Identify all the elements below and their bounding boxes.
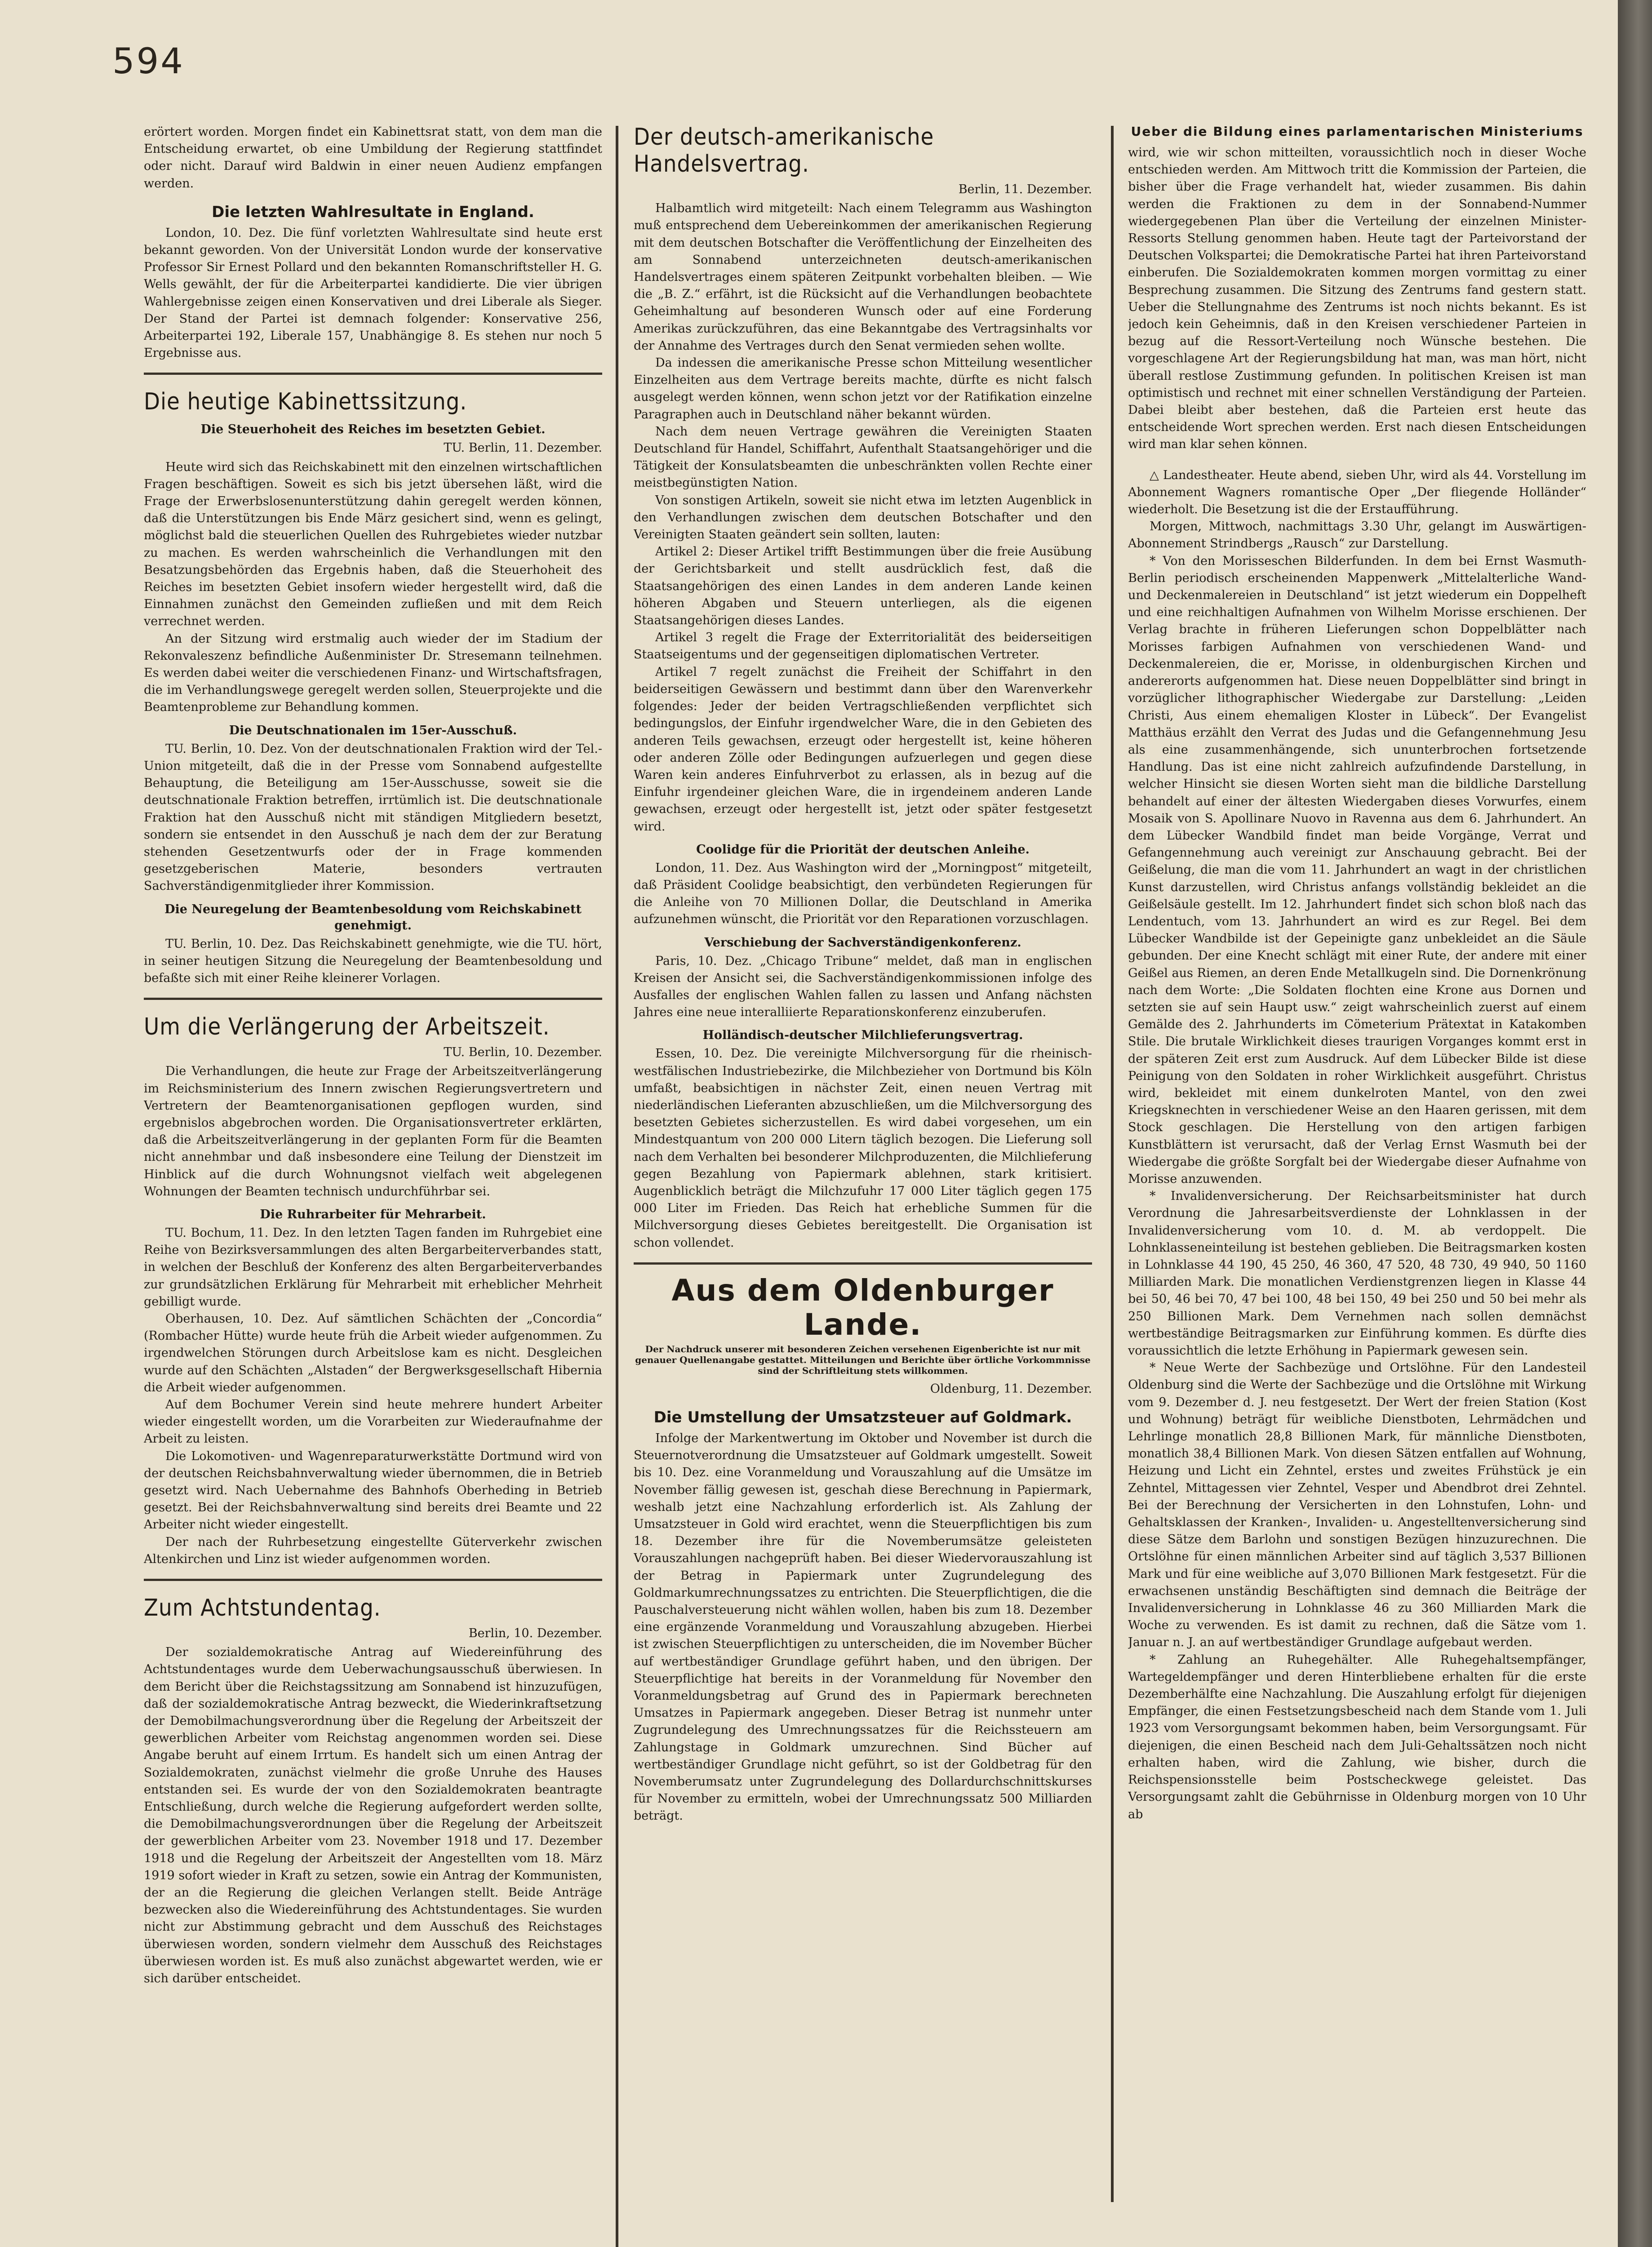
article-subheading: Die Steuerhoheit des Reiches im besetzten Gebiet.: [200, 422, 546, 437]
paragraph: wird, wie wir schon mitteilten, voraussichtlich noch in dieser Woche entschieden werden. Am Mittwoch tritt die Kommission der Parteien, die bisher über die Frage verhandelt hat, wieder zusammen. Bis dahin werden die Fraktionen zu dem in der Sonnabend-Nummer wiedergegebenen Plan über die Verteilung der einzelnen Minister-Ressorts Stellung genommen haben. Heute tagt der Parteivorstand der Deutschen Volkspartei; die Demokratische Partei hat ihren Parteivorstand einberufen. Die Sozialdemokraten kommen morgen vormittag zu einer Besprechung zusammen. Die Sitzung des Zentrums fand gestern statt. Ueber die Stellungnahme des Zentrums ist noch nichts bekannt. Es ist jedoch kein Geheimnis, daß in den Kreisen verschiedener Parteien in bezug auf die Ressort-Verteilung noch Wünsche bestehen. Die vorgeschlagene Art der Regierungsbildung hat man, was man hört, nicht überall restlose Zustimmung gefunden. In politischen Kreisen ist man optimistisch und rechnet mit einer schnellen Verständigung der Parteien. Dabei bleibt aber bestehen, daß die Parteien erst heute das entscheidende Wort sprechen werden. Erst nach diesen Entscheidungen wird man klar sehen können.: [1128, 146, 1586, 452]
article-subheading: Die Ruhrarbeiter für Mehrarbeit.: [260, 1207, 486, 1221]
reprint-note: Der Nachdruck unserer mit besonderen Zeichen versehenen Eigenberichte ist nur mit genauer Quellenangabe gestattet. Mitteilungen und Berichte über örtliche Vorkommnisse sind der Schriftleitung stets willkommen.: [635, 1343, 1091, 1376]
article-heading: Um die Verlängerung der Arbeitszeit.: [144, 1013, 550, 1041]
paragraph: Halbamtlich wird mitgeteilt: Nach einem Telegramm aus Washington muß entsprechend dem Uebereinkommen der amerikanischen Regierung mit dem deutschen Botschafter die Veröffentlichung der Einzelheiten des am Sonnabend unterzeichneten deutsch-amerikanischen Handelsvertrages einem späteren Zeitpunkt vorbehalten bleiben. — Wie die „B. Z.“ erfährt, ist die Rücksicht auf die Verhandlungen beobachtete Geheimhaltung auf besonderen Wunsch oder auf eine Forderung Amerikas zurückzuführen, das eine Bekanntgabe des Vertragsinhalts vor der Annahme des Vertrages durch den Senat vermieden sehen wollte.: [634, 201, 1092, 353]
paragraph: Die Verhandlungen, die heute zur Frage der Arbeitszeitverlängerung im Reichsministerium des Innern zwischen Regierungsvertretern und Vertretern der Beamtenorganisationen gepflogen wurden, sind ergebnislos abgebrochen worden. Die Organisationsvertreter erklärten, daß die Arbeitszeitverlängerung in der geplanten Form für die Beamten nicht annehmbar und daß insbesondere eine Teilung der Dienstzeit im Hinblick auf die durch Wohnungsnot vielfach weit abgelegenen Wohnungen der Beamten technisch undurchführbar sei.: [144, 1064, 602, 1199]
dateline: Berlin, 10. Dezember.: [468, 1626, 602, 1641]
column-3: [1128, 124, 1586, 2173]
paragraph: △ Landestheater. Heute abend, sieben Uhr, wird als 44. Vorstellung im Abonnement Wagners romantische Oper „Der fliegende Holländer“ wiederholt. Die Besetzung ist die der Erstaufführung.: [1128, 468, 1586, 517]
section-rule: [144, 373, 602, 375]
paragraph: London, 11. Dez. Aus Washington wird der „Morningpost“ mitgeteilt, daß Präsident Coolidge beabsichtigt, den verbündeten Regierungen für die Anleihe von 70 Millionen Dollar, die Deutschland in Amerika aufzunehmen wünscht, die Priorität vor den Reparationen vorzuschlagen.: [634, 861, 1092, 927]
paragraph: Morgen, Mittwoch, nachmittags 3.30 Uhr, gelangt im Auswärtigen-Abonnement Strindbergs „Rausch“ zur Darstellung.: [1128, 520, 1586, 551]
article-heading: Die Umstellung der Umsatzsteuer auf Goldmark.: [653, 1408, 1072, 1426]
paragraph: Heute wird sich das Reichskabinett mit den einzelnen wirtschaftlichen Fragen beschäftigen. Soweit es sich bis jetzt übersehen läßt, wird die Frage der Erwerbslosenunterstützung dahin geregelt werden können, daß die Unterstützungen bis Ende März gesichert sind, wenn es gelingt, möglichst bald die steuerlichen Quellen des Ruhrgebietes wieder nutzbar zu machen. Es werden wahrscheinlich die Verhandlungen mit den Besatzungsbehörden das Ergebnis haben, daß die Steuerhoheit des Reiches im besetzten Gebiet insofern wieder hergestellt wird, daß die Einnahmen zunächst den Gemeinden zufließen und mit dem Reich verrechnet werden.: [144, 460, 602, 629]
dateline: Oldenburg, 11. Dezember.: [930, 1381, 1092, 1396]
dateline: Berlin, 11. Dezember.: [958, 182, 1092, 196]
paragraph: Oberhausen, 10. Dez. Auf sämtlichen Schächten der „Concordia“ (Rombacher Hütte) wurde heute früh die Arbeit wieder aufgenommen. Zu irgendwelchen Störungen durch Arbeitslose kam es nicht. Desgleichen wurde auf den Schächten „Alstaden“ der Bergwerksgesellschaft Hibernia die Arbeit wieder aufgenommen.: [144, 1311, 602, 1394]
spacer: [1128, 453, 1586, 467]
paragraph: * Neue Werte der Sachbezüge und Ortslöhne. Für den Landesteil Oldenburg sind die Werte der Sachbezüge und die Ortslöhne mit Wirkung vom 9. Dezember d. J. neu festgesetzt. Der Wert der freien Station (Kost und Wohnung) beträgt für weibliche Dienstboten, Lehrmädchen und Lehrlinge monatlich 28,8 Billionen Mark, für männliche Dienstboten, monatlich 38,4 Billionen Mark. Von diesen Sätzen entfallen auf Wohnung, Heizung und Licht ein Zehntel, erstes und zweites Frühstück je ein Zehntel, Mittagessen vier Zehntel, Vesper und Abendbrot drei Zehntel. Bei der Berechnung der Versicherten in den Lohnstufen, Lohn- und Gehaltsklassen der Kranken-, Invaliden- u. Angestelltenversicherung sind diese Sätze dem Barlohn und sonstigen Bezügen hinzuzurechnen. Die Ortslöhne für einen männlichen Arbeiter sind auf täglich 3,537 Billionen Mark und für eine weibliche auf 3,070 Billionen Mark festgesetzt. Für die erwachsenen unständig Beschäftigten sind demnach die Beiträge der Invalidenversicherung in Lohnklasse 46 zu 360 Milliarden Mark die Woche zu verwenden. Es ist damit zu rechnen, daß die Sätze vom 1. Januar n. J. an auf wertbeständiger Grundlage aufgebaut werden.: [1128, 1361, 1586, 1650]
dateline: TU. Berlin, 11. Dezember.: [444, 441, 602, 455]
paragraph: TU. Berlin, 10. Dez. Das Reichskabinett genehmigte, wie die TU. hört, in seiner heutigen Sitzung die Neuregelung der Beamtenbesoldung und befaßte sich mit einer Reihe kleinerer Vorlagen.: [144, 937, 602, 985]
article-heading: Ueber die Bildung eines parlamentarischen Ministeriums: [1131, 124, 1584, 139]
article-subheading: Die Deutschnationalen im 15er-Ausschuß.: [229, 723, 517, 737]
article-heading: Die letzten Wahlresultate in England.: [212, 203, 534, 221]
paragraph: Infolge der Markentwertung im Oktober und November ist durch die Steuernotverordnung die Umsatzsteuer auf Goldmark umgestellt. Soweit bis 10. Dez. eine Voranmeldung und Vorauszahlung auf die Umsätze im November fällig gewesen ist, geschah diese Berechnung in Papiermark, weshalb jetzt eine Nachzahlung erforderlich ist. Als Zahlung der Umsatzsteuer in Gold wird erachtet, wenn die Steuerpflichtigen bis zum 18. Dezember ihre für die Novemberumsätze geleisteten Vorauszahlungen nachgeprüft haben. Bei dieser Wiedervorauszahlung ist der Betrag in Papiermark unter Zugrundelegung des Goldmarkumrechnungssatzes zu entrichten. Die Steuerpflichtigen, die die Pauschalversteuerung nicht wählen wollen, haben bis zum 18. Dezember eine ergänzende Voranmeldung und Vorauszahlung abzugeben. Hierbei ist zwischen Steuerpflichtigen zu unterscheiden, die im November Bücher auf wertbeständiger Grundlage geführt haben, und den übrigen. Der Steuerpflichtige hat bereits in der Voranmeldung für November den Voranmeldungsbetrag auf Grund des in Papiermark berechneten Umsatzes in Papiermark angegeben. Dieser Betrag ist nunmehr unter Zugrundelegung des Umrechnungssatzes für die Reichssteuern am Zahlungstage in Goldmark umzurechnen. Sind Bücher auf wertbeständiger Grundlage nicht geführt, so ist der Goldbetrag für den Novemberumsatz unter Zugrundelegung des Dollardurchschnittskurses für November zu ermitteln, wobei der Umrechnungssatz 500 Milliarden beträgt.: [634, 1431, 1092, 1823]
section-rule: [634, 1262, 1092, 1265]
paragraph: Der nach der Ruhrbesetzung eingestellte Güterverkehr zwischen Altenkirchen und Linz ist wieder aufgenommen worden.: [144, 1535, 602, 1566]
article-subheading: Verschiebung der Sachverständigenkonferenz.: [704, 935, 1021, 950]
binding-edge: [1618, 0, 1652, 2247]
paragraph: * Zahlung an Ruhegehälter. Alle Ruhegehaltsempfänger, Wartegeldempfänger und deren Hinterbliebene erhalten für die erste Dezemberhälfte eine Nachzahlung. Die Auszahlung erfolgt für diejenigen Empfänger, die einen Festsetzungsbescheid nach dem Stande vom 1. Juli 1923 vom Versorgungsamt bekommen haben, beim Versorgungsamt. Für diejenigen, die einen Bescheid nach dem Juli-Gehaltssätzen noch nicht erhalten haben, wird die Zahlung, wie bisher, durch die Reichspensionsstelle beim Postscheckwege geleistet. Das Versorgungsamt zahlt die Gebührnisse in Oldenburg morgen von 10 Uhr ab: [1128, 1652, 1586, 1821]
paragraph: Von sonstigen Artikeln, soweit sie nicht etwa im letzten Augenblick in den Verhandlungen zwischen dem deutschen Botschafter und den Vereinigten Staaten geändert sein sollten, lauten:: [634, 493, 1092, 542]
paragraph: erörtert worden. Morgen findet ein Kabinettsrat statt, von dem man die Entscheidung erwartet, ob eine Umbildung der Regierung stattfindet oder nicht. Darauf wird Baldwin in einer neuen Audienz empfangen werden.: [144, 125, 602, 191]
paragraph: An der Sitzung wird erstmalig auch wieder der im Stadium der Rekonvaleszenz befindliche Außenminister Dr. Stresemann teilnehmen. Es werden dabei weiter die verschiedenen Finanz- und Wirtschaftsfragen, die im Verhandlungswege geregelt werden sollen, Steuerprojekte und die Beamtenprobleme zur Behandlung kommen.: [144, 631, 602, 715]
article-heading: Die heutige Kabinettssitzung.: [144, 388, 467, 416]
section-masthead: Aus dem Oldenburger Lande.: [671, 1273, 1054, 1342]
article-heading: Der deutsch-amerikanische Handelsvertrag.: [634, 124, 934, 178]
column-rule: [1111, 126, 1114, 2202]
article-subheading: Die Neuregelung der Beamtenbesoldung vom Reichskabinett genehmigt.: [164, 902, 582, 933]
paragraph: Artikel 7 regelt zunächst die Freiheit der Schiffahrt in den beiderseitigen Gewässern und bestimmt dann über den Warenverkehr folgendes: Jeder der beiden Vertragschließenden verpflichtet sich bedingungslos, der Einfuhr irgendwelcher Ware, die in den Gebieten des anderen Teils gewachsen, erzeugt oder hergestellt ist, keine höheren oder anderen Zölle oder Bedingungen aufzuerlegen und gegen diese Waren kein anderes Einfuhrverbot zu erlassen, als in bezug auf die Einfuhr irgendeiner gleichen Ware, die in irgendeinem anderen Lande gewachsen, erzeugt oder hergestellt ist, jetzt oder später festgesetzt wird.: [634, 665, 1092, 834]
article-subheading: Coolidge für die Priorität der deutschen Anleihe.: [696, 842, 1030, 857]
page-number: 594: [112, 41, 185, 82]
paragraph: Auf dem Bochumer Verein sind heute mehrere hundert Arbeiter wieder eingestellt worden, um die Vorarbeiten zur Wiederaufnahme der Arbeit zu leisten.: [144, 1397, 602, 1446]
paragraph: Der sozialdemokratische Antrag auf Wiedereinführung des Achtstundentages wurde dem Ueberwachungsausschuß überwiesen. In dem Bericht über die Reichstagssitzung am Sonnabend ist hinzuzufügen, daß der sozialdemokratische Antrag bezweckt, die Wiederinkraftsetzung der Demobilmachungsverordnung über die Regelung der Arbeitszeit der gewerblichen Arbeiter vom Reichstag angenommen worden sei. Diese Angabe beruht auf einem Irrtum. Es handelt sich um einen Antrag der Sozialdemokraten, zunächst vielmehr die große Unruhe des Hauses entstanden sei. Es wurde der von den Sozialdemokraten beantragte Entschließung, durch welche die Regierung aufgefordert werden sollte, die Demobilmachungsverordnungen über die Regelung der Arbeitszeit der gewerblichen Arbeiter vom 23. November 1918 und 17. Dezember 1918 und die Regelung der Arbeitszeit der Angestellten vom 18. März 1919 sofort wieder in Kraft zu setzen, sowie ein Antrag der Kommunisten, der an die Regierung die gleichen Verlangen stellt. Beide Anträge bezwecken also die Wiedereinführung des Achtstundentages. Sie wurden nicht zur Abstimmung gebracht und dem Ausschuß des Reichstages überwiesen worden, sondern vielmehr dem Ausschuß des Reichstages überwiesen worden ist. Es muß also zunächst abgewartet werden, wie er sich darüber entscheidet.: [144, 1645, 602, 1986]
paragraph: Essen, 10. Dez. Die vereinigte Milchversorgung für die rheinisch-westfälischen Industriebezirke, die Milchbezieher von Dortmund bis Köln umfaßt, beabsichtigen in nächster Zeit, einen neuen Vertrag mit niederländischen Lieferanten abzuschließen, um die Milchversorgung des besetzten Gebietes sicherzustellen. Es wird dabei vorgesehen, um ein Mindestquantum von 200 000 Litern täglich bezogen. Die Lieferung soll nach dem Verhalten bei besonderer Milchproduzenten, die Milchlieferung gegen Bezahlung von Papiermark ablehnen, stark kritisiert. Augenblicklich beträgt die Milchzufuhr 17 000 Liter täglich gegen 175 000 Liter im Frieden. Das Reich hat erhebliche Summen für die Milchversorgung dieses Gebietes bereitgestellt. Die Organisation ist schon vollendet.: [634, 1047, 1092, 1250]
paragraph: TU. Bochum, 11. Dez. In den letzten Tagen fanden im Ruhrgebiet eine Reihe von Bezirksversammlungen des alten Bergarbeiterverbandes statt, in welchen der Beschluß der Konferenz des alten Bergarbeiterverbandes zur grundsätzlichen Erklärung für Mehrarbeit mit erheblicher Mehrheit gebilligt wurde.: [144, 1226, 602, 1309]
column-rule: [616, 126, 618, 2247]
column-1: [144, 124, 602, 2247]
paragraph: * Invalidenversicherung. Der Reichsarbeitsminister hat durch Verordnung die Jahresarbeitsverdienste der Lohnklassen in der Invalidenversicherung vom 10. d. M. ab verdoppelt. Die Lohnklasseneinteilung ist bestehen geblieben. Die Beitragsmarken kosten in Lohnklasse 44 190, 45 250, 46 360, 47 520, 48 730, 49 940, 50 1160 Milliarden Mark. Die monatlichen Verdienstgrenzen liegen in Klasse 44 bei 50, 46 bei 70, 47 bei 100, 48 bei 150, 49 bei 250 und 50 bei mehr als 250 Billionen Mark. Dem Vernehmen nach sollen demnächst wertbeständige Beitragsmarken zur Einführung kommen. Es dürfte dies voraussichtlich die letzte Erhöhung in Papiermark gewesen sein.: [1128, 1189, 1586, 1358]
paragraph: Artikel 3 regelt die Frage der Exterritorialität des beiderseitigen Staatseigentums und der gegenseitigen diplomatischen Vertreter.: [634, 631, 1092, 662]
paragraph: London, 10. Dez. Die fünf vorletzten Wahlresultate sind heute erst bekannt geworden. Von der Universität London wurde der konservative Professor Sir Ernest Pollard und den bekannten Romanschriftsteller H. G. Wells gewählt, der für die Arbeiterpartei kandidierte. Die vier übrigen Wahlergebnisse zeigen einen Konservativen und drei Liberale als Sieger. Der Stand der Partei ist demnach folgender: Konservative 256, Arbeiterpartei 192, Liberale 157, Unabhängige 8. Es stehen nur noch 5 Ergebnisse aus.: [144, 226, 602, 360]
paragraph: Nach dem neuen Vertrage gewähren die Vereinigten Staaten Deutschland für Handel, Schiffahrt, Aufenthalt Staatsangehöriger und die Tätigkeit der Konsulatsbeamten die unbeschränkten vollen Rechte einer meistbegünstigten Nation.: [634, 424, 1092, 490]
article-subheading: Holländisch-deutscher Milchlieferungsvertrag.: [702, 1028, 1023, 1043]
dateline: TU. Berlin, 10. Dezember.: [444, 1045, 602, 1060]
section-rule: [144, 1579, 602, 1581]
paragraph: * Von den Morisseschen Bilderfunden. In dem bei Ernst Wasmuth-Berlin periodisch erscheinenden Mappenwerk „Mittelalterliche Wand- und Deckenmalereien in Deutschland“ ist jetzt wiederum ein Doppelheft und eine reichhaltigen Aufnahmen von Wilhelm Morisse erschienen. Der Verlag brachte in früheren Lieferungen schon Doppelblätter nach Morisses farbigen Aufnahmen von verschiedenen Wand- und Deckenmalereien, die er, Morisse, in oldenburgischen Kirchen und andererorts aufgenommen hat. Diese neuen Doppelblätter sind bringt in vorzüglicher lithographischer Wiedergabe zur Darstellung: „Leiden Christi, Aus einem ehemaligen Kloster in Lübeck“. Der Evangelist Matthäus erzählt den Verrat des Judas und die Gefangennehmung Jesu als eine zusammenhängende, sich ununterbrochen fortsetzende Handlung. Das ist eine nicht zahlreich aufzufindende Darstellung, in welcher Hinsicht sie diesen Worten sieht man die bildliche Darstellung behandelt auf einer der ältesten Wiedergaben dieses Vorwurfes, einem Mosaik von S. Apollinare Nuovo in Ravenna aus dem 6. Jahrhundert. An dem Lübecker Wandbild findet man beide Vorgänge, Verrat und Gefangennehmung auch vereinigt zur Anschauung gebracht. Bei der Geißelung, die man die vom 11. Jahrhundert an wagt in der christlichen Kunst darzustellen, wird Christus anfangs vollständig bekleidet an die Geißelsäule gestellt. Im 12. Jahrhundert findet sich schon bloß nach das Lendentuch, vom 13. Jahrhundert an wird es zur Regel. Bei dem Lübecker Wandbilde ist der Gepeinigte ganz unbekleidet an die Säule gebunden. Der eine Knecht schlägt mit einer Rute, der andere mit einer Geißel aus Riemen, an deren Ende Metallkugeln sind. Die Dornenkrönung nach dem Worte: „Die Soldaten flochten eine Krone aus Dornen und setzten sie auf sein Haupt usw.“ zeigt wahrscheinlich zuerst auf einem Gemälde des 2. Jahrhunderts im Cömeterium Prätextat in Katakomben Stile. Die brutale Wirklichkeit dieses traurigen Vorganges kommt erst in der späteren Zeit erst zum Ausdruck. Auf dem Lübecker Bilde ist diese Peinigung von den Soldaten in roher Wirklichkeit ausgeführt. Christus wird, bekleidet mit einem dunkelroten Mantel, von den zwei Kriegsknechten in verschiedener Weise an den Haaren gerissen, mit dem Stock geschlagen. Die Herstellung von den artigen farbigen Kunstblättern ist verursacht, daß der Verlag Ernst Wasmuth bei der Wiedergabe die größte Sorgfalt bei der Wiedergabe dieser Aufnahme von Morisse anzuwenden.: [1128, 554, 1586, 1186]
section-rule: [144, 998, 602, 1000]
paragraph: Paris, 10. Dez. „Chicago Tribune“ meldet, daß man in englischen Kreisen der Ansicht sei, die Sachverständigenkommissionen infolge des Ausfalles der englischen Wahlen fallen zu lassen und Anfang nächsten Jahres eine neue interalliierte Reparationskonferenz einzuberufen.: [634, 954, 1092, 1020]
paragraph: TU. Berlin, 10. Dez. Von der deutschnationalen Fraktion wird der Tel.-Union mitgeteilt, daß die in der Presse vom Sonnabend aufgestellte Behauptung, die Beteiligung am 15er-Ausschusse, soweit sie die deutschnationale Fraktion betreffen, irrtümlich ist. Die deutschnationale Fraktion hat den Ausschuß nicht mit ständigen Mitgliedern besetzt, sondern sie entsendet in den Ausschuß je nach dem der zur Beratung stehenden Gesetzentwurfs oder der in Frage kommenden gesetzgeberischen Materie, besonders vertrauten Sachverständigenmitglieder ihrer Kommission.: [144, 742, 602, 893]
paragraph: Die Lokomotiven- und Wagenreparaturwerkstätte Dortmund wird von der deutschen Reichsbahnverwaltung wieder übernommen, die in Betrieb gesetzt wird. Nach Uebernahme des Bahnhofs Oberheding in Betrieb gesetzt. Bei der Reichsbahnverwaltung sind bereits drei Beamte und 22 Arbeiter nicht wieder eingestellt.: [144, 1449, 602, 1532]
paragraph: Da indessen die amerikanische Presse schon Mitteilung wesentlicher Einzelheiten aus dem Vertrage bereits machte, dürfte es nicht falsch ausgelegt werden können, wenn schon jetzt vor der Ratifikation einzelne Paragraphen auch in Deutschland näher bekannt würden.: [634, 356, 1092, 422]
article-heading: Zum Achtstundentag.: [144, 1594, 381, 1622]
paragraph: Artikel 2: Dieser Artikel trifft Bestimmungen über die freie Ausübung der Gerichtsbarkeit und stellt ausdrücklich fest, daß die Staatsangehörigen des einen Landes in dem anderen Lande keinen höheren Abgaben und Steuern unterliegen, als die eigenen Staatsangehörigen dieses Landes.: [634, 545, 1092, 628]
column-2: [634, 124, 1092, 2200]
